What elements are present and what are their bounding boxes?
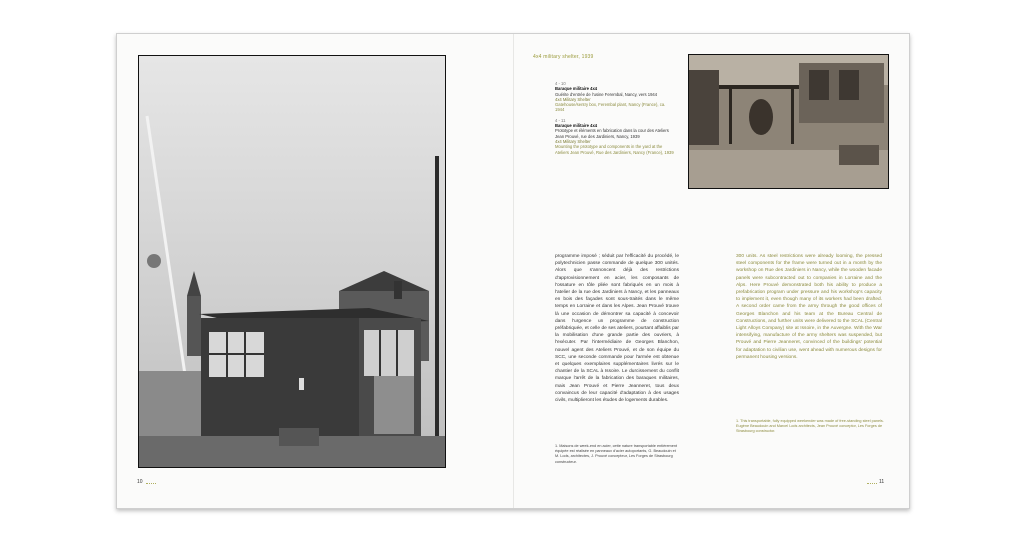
- caption-english: Gatehouse/sentry box, Ferembal plant, Nancy (France), ca. 1944: [555, 102, 666, 113]
- folio-rule-right: [867, 483, 877, 484]
- body-text-french: [555, 253, 679, 404]
- caption-french: Guérite d'entrée de l'usine Ferembal, Nancy, vers 1944: [555, 91, 658, 97]
- shelter-photo: [138, 55, 446, 468]
- caption-item: [555, 118, 675, 155]
- caption-item: [555, 81, 675, 113]
- caption-list: [555, 81, 675, 160]
- body-text-english: [736, 253, 882, 361]
- caption-english-title: 4x4 Military Shelter: [555, 96, 591, 102]
- body-paragraph-fr: programme imposé ; séduit par l'efficacité du procédé, le polytechnicien passe commande de quelque 300 unités. Alors que s'annoncent déjà des restrictions d'approvisionnement en acier, les composants de l'ossature en tôle pliée sont fabriqués en un mois à l'atelier de la rue des Jardiniers à Nancy, et les panneaux en bois des façades sont sous-traités dans le même temps en Lorraine et dans les Alpes. Jean Prouvé trouve là une occasion de démontrer sa capacité à concevoir dans l'urgence un programme de construction préfabriquée, et celle de ses ateliers, pourtant affaiblis par la mobilisation d'une grande partie des ouvriers, à l'exécuter. Par l'intermédiaire de Georges Blanchon, nouvel agent des Ateliers Prouvé, et de son équipe du SCC, une seconde commande pour l'armée est obtenue et quelques exemplaires supplémentaires livrés sur le chantier de la SCAL à Issoire. Le durcissement du conflit marque l'arrêt de la fabrication des baraques militaires, mais Jean Prouvé et Pierre Jeanneret, tous deux convaincus de leur capacité d'adaptation à des usages civils, multiplieront les études de logements durables.: [555, 254, 679, 404]
- page-number-left: 10: [137, 479, 143, 485]
- caption-title: Baraque militaire 4x4: [555, 123, 598, 129]
- running-head: 4x4 military shelter, 1939: [533, 54, 594, 60]
- footnote-english: 1. This transportable, fully equipped weekender was made of free-standing steel panels. Eugène Beaudouin and Marcel Lods architects, Jean Prouvé conceptor, Les Forges de Strasbourg constructor.: [736, 419, 884, 434]
- caption-title: Baraque militaire 4x4: [555, 86, 598, 92]
- footnote-french: 1. Maisons de week-end en acier, cette nature transportable entièrement équipée est réalisée en panneaux d'acier autoportants, G. Beaudouin et M. Lods, architectes, J. Prouvé concepteur, Les Forges de Strasbourg constructeur.: [555, 444, 677, 464]
- caption-english: Mounting the prototype and components in the yard at the Ateliers Jean Prouvé, Rue des Jardiniers, Nancy (France), 1939: [555, 144, 674, 155]
- caption-number: 4 - 10: [555, 81, 566, 86]
- caption-french: Prototype et éléments en fabrication dans la cour des Ateliers Jean Prouvé, rue des Jardiniers, Nancy, 1939: [555, 128, 669, 139]
- folio-rule-left: [146, 483, 156, 484]
- workshop-photo: [688, 54, 889, 189]
- caption-number: 4 - 11: [555, 117, 566, 123]
- book-spread: [116, 33, 910, 509]
- caption-english-title: 4x4 Military Shelter: [555, 138, 591, 144]
- page-number-right: 11: [879, 479, 885, 485]
- page-gutter: [513, 34, 514, 508]
- body-paragraph-en: 300 units. As steel restrictions were already looming, the pressed steel components for the frame were turned out in a month by the workshop on Rue des Jardiniers in Nancy, while the wooden facade panels were subcontracted out to companies in Lorraine and the Alps. Here Prouvé demonstrated both his ability to produce a prefabrication program under pressure and his workshop's capacity to implement it, even though many of its workers had been drafted. A second order came from the army through the good offices of Georges Blanchon and his team at the Bureau Central de Constructions, and further units were delivered to the SCAL (Central Light Alloys Company) site at Issoire, in the Auvergne. With the War intensifying, manufacture of the army shelters was suspended, but Prouvé and Pierre Jeanneret, convinced of the buildings' potential for adaptation to civilian use, went ahead with numerous designs for permanent housing versions.: [736, 254, 882, 360]
